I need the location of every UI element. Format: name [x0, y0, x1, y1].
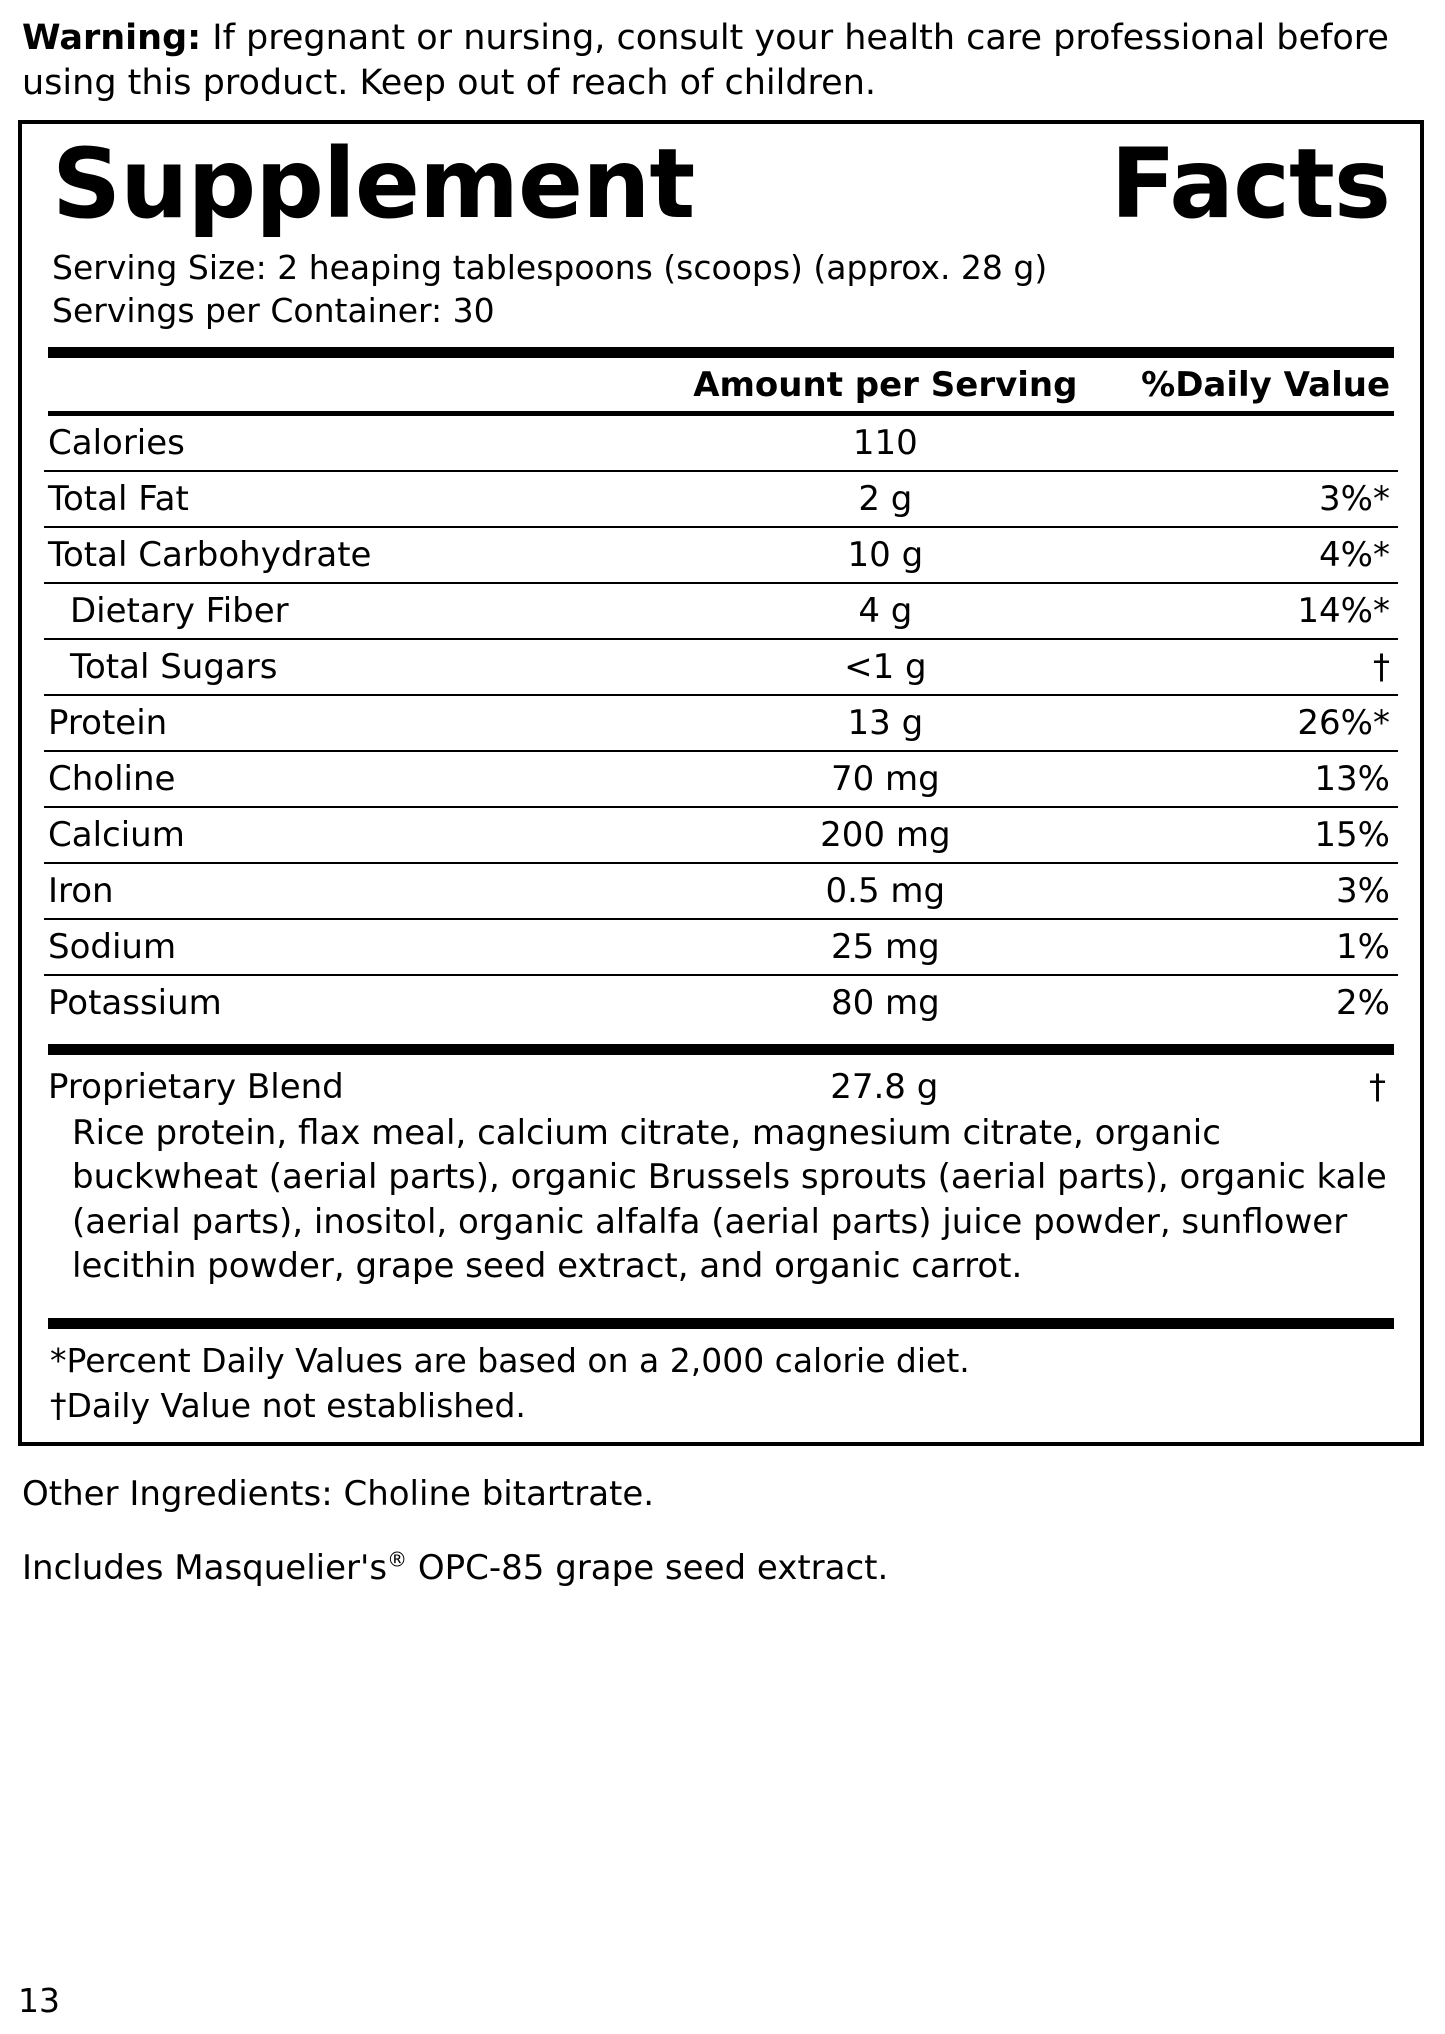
- warning-text: [22, 16, 1402, 106]
- row-name: Choline: [44, 751, 662, 807]
- supplement-facts-panel: [18, 120, 1424, 1447]
- panel-title-facts: Facts: [1110, 127, 1390, 240]
- row-name: Potassium: [48, 983, 222, 1024]
- row-amount: 0.5 mg: [662, 863, 1107, 919]
- row-amount: 110: [662, 416, 1107, 471]
- header-nutrient: [44, 358, 662, 411]
- row-dv: †: [1107, 639, 1398, 695]
- other-ingredients: Other Ingredients: Choline bitartrate.: [22, 1474, 655, 1515]
- blend-dv: †: [1369, 1067, 1386, 1108]
- table-row: [44, 639, 1398, 695]
- below-panel-notes: [22, 1472, 1427, 1590]
- row-name: Total Sugars: [44, 639, 662, 695]
- table-header-row: [44, 358, 1398, 411]
- includes-prefix: Includes Masquelier's: [22, 1548, 388, 1589]
- row-dv: 26%*: [1107, 695, 1398, 751]
- divider-thick-footnotes: [48, 1318, 1394, 1329]
- row-dv: 2%: [1336, 983, 1390, 1024]
- row-dv: 1%: [1107, 919, 1398, 975]
- header-amount-per-serving: Amount per Serving: [693, 365, 1078, 406]
- table-row: [44, 975, 1398, 1030]
- row-dv: 14%*: [1107, 583, 1398, 639]
- row-name: Calcium: [44, 807, 662, 863]
- table-row: [44, 695, 1398, 751]
- blend-amount: 27.8 g: [830, 1067, 939, 1108]
- row-dv: 3%: [1107, 863, 1398, 919]
- row-dv: 13%: [1107, 751, 1398, 807]
- footnote-dagger: †Daily Value not established.: [50, 1385, 526, 1425]
- divider-thick-blend: [48, 1044, 1394, 1055]
- table-row: [44, 471, 1398, 527]
- blend-ingredients: Rice protein, flax meal, calcium citrate, magnesium citrate, organic buckwheat (aerial parts), organic Brussels sprouts (aerial parts), organic kale (aerial parts), inositol, organic alfalfa (aerial parts) juice powder, sunflower lecithin powder, grape seed extract, and organic carrot.: [72, 1113, 1387, 1286]
- footnotes: [44, 1329, 1398, 1428]
- nutrition-table: [44, 358, 1398, 411]
- includes-note: [22, 1546, 1427, 1590]
- row-dv: [1107, 416, 1398, 471]
- includes-suffix: OPC-85 grape seed extract.: [407, 1548, 889, 1589]
- table-row: [44, 583, 1398, 639]
- table-row: [44, 807, 1398, 863]
- footnote-percent-daily-value: *Percent Daily Values are based on a 2,000 calorie diet.: [50, 1341, 970, 1380]
- row-name: Total Carbohydrate: [44, 527, 662, 583]
- table-row: [44, 416, 1398, 471]
- panel-title-supplement: Supplement: [52, 127, 695, 240]
- row-amount: 200 mg: [662, 807, 1107, 863]
- servings-per-container: Servings per Container: 30: [52, 291, 495, 331]
- warning-label: Warning:: [22, 18, 202, 58]
- table-row: [44, 919, 1398, 975]
- row-name: Dietary Fiber: [44, 583, 662, 639]
- row-name: Protein: [44, 695, 662, 751]
- row-dv: 3%*: [1107, 471, 1398, 527]
- row-amount: <1 g: [662, 639, 1107, 695]
- row-amount: 2 g: [662, 471, 1107, 527]
- serving-size: Serving Size: 2 heaping tablespoons (scoops) (approx. 28 g): [52, 247, 1048, 287]
- row-name: Iron: [44, 863, 662, 919]
- row-amount: 25 mg: [662, 919, 1107, 975]
- page-number: 13: [18, 1981, 60, 2020]
- table-row: [44, 751, 1398, 807]
- row-name: Sodium: [44, 919, 662, 975]
- row-amount: 13 g: [662, 695, 1107, 751]
- registered-trademark-icon: ®: [387, 1547, 408, 1572]
- table-row: [44, 527, 1398, 583]
- row-dv: 4%*: [1107, 527, 1398, 583]
- row-name: Calories: [44, 416, 662, 471]
- blend-row: [48, 1059, 1394, 1109]
- nutrition-rows: [44, 416, 1398, 1030]
- warning-body: If pregnant or nursing, consult your health care professional before using this product. Keep out of reach of children.: [22, 18, 1389, 103]
- row-dv: 15%: [1107, 807, 1398, 863]
- divider-thick-top: [48, 347, 1394, 358]
- table-row: [44, 863, 1398, 919]
- serving-info: [44, 238, 1398, 334]
- header-daily-value: %Daily Value: [1141, 365, 1390, 406]
- row-amount: 4 g: [662, 583, 1107, 639]
- panel-title: [44, 127, 1398, 240]
- row-name: Total Fat: [44, 471, 662, 527]
- row-amount: 10 g: [662, 527, 1107, 583]
- blend-name: Proprietary Blend: [48, 1067, 344, 1108]
- proprietary-blend: [44, 1055, 1398, 1304]
- row-amount: 70 mg: [662, 751, 1107, 807]
- row-amount: 80 mg: [830, 983, 940, 1024]
